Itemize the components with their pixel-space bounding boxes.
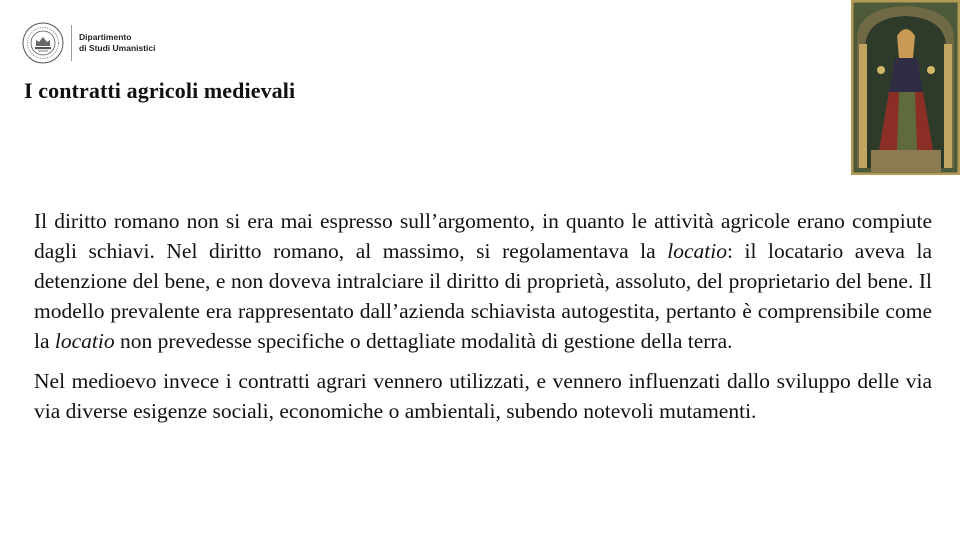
paragraph-1-italic-a: locatio xyxy=(667,239,727,263)
department-logo xyxy=(22,22,156,64)
department-name xyxy=(79,32,156,54)
slide-title: I contratti agricoli medievali xyxy=(24,78,296,103)
paragraph-1-text-b: : il locatario aveva la detenzione del bene, e non doveva intralciare il diritto di proprietà, assoluto, del proprietario del bene. Il modello prevalente era rappresentato dall’azienda schiavista autogestita, pertanto è comprensibile come la xyxy=(34,239,932,353)
slide-body xyxy=(34,206,932,426)
department-line-2: di Studi Umanistici xyxy=(79,43,156,53)
paragraph-1-text-a: Il diritto romano non si era mai espresso sull’argomento, in quanto le attività agricole erano compiute dagli schiavi. Nel diritto romano, al massimo, si regolamentava la xyxy=(34,209,932,263)
paragraph-medieval: Nel medioevo invece i contratti agrari vennero utilizzati, e vennero influenzati dallo sviluppo delle via via diverse esigenze sociali, economiche o ambientali, subendo notevoli mutamenti. xyxy=(34,369,932,423)
logo-divider xyxy=(71,25,72,61)
department-line-1: Dipartimento xyxy=(79,32,132,42)
university-seal-icon xyxy=(22,22,64,64)
paragraph-1-italic-b: locatio xyxy=(54,329,115,353)
allegorical-painting-icon xyxy=(851,0,960,175)
paragraph-1-text-c: non prevedesse specifiche o dettagliate modalità di gestione della terra. xyxy=(114,329,733,353)
paragraph-roman-law xyxy=(34,206,932,356)
